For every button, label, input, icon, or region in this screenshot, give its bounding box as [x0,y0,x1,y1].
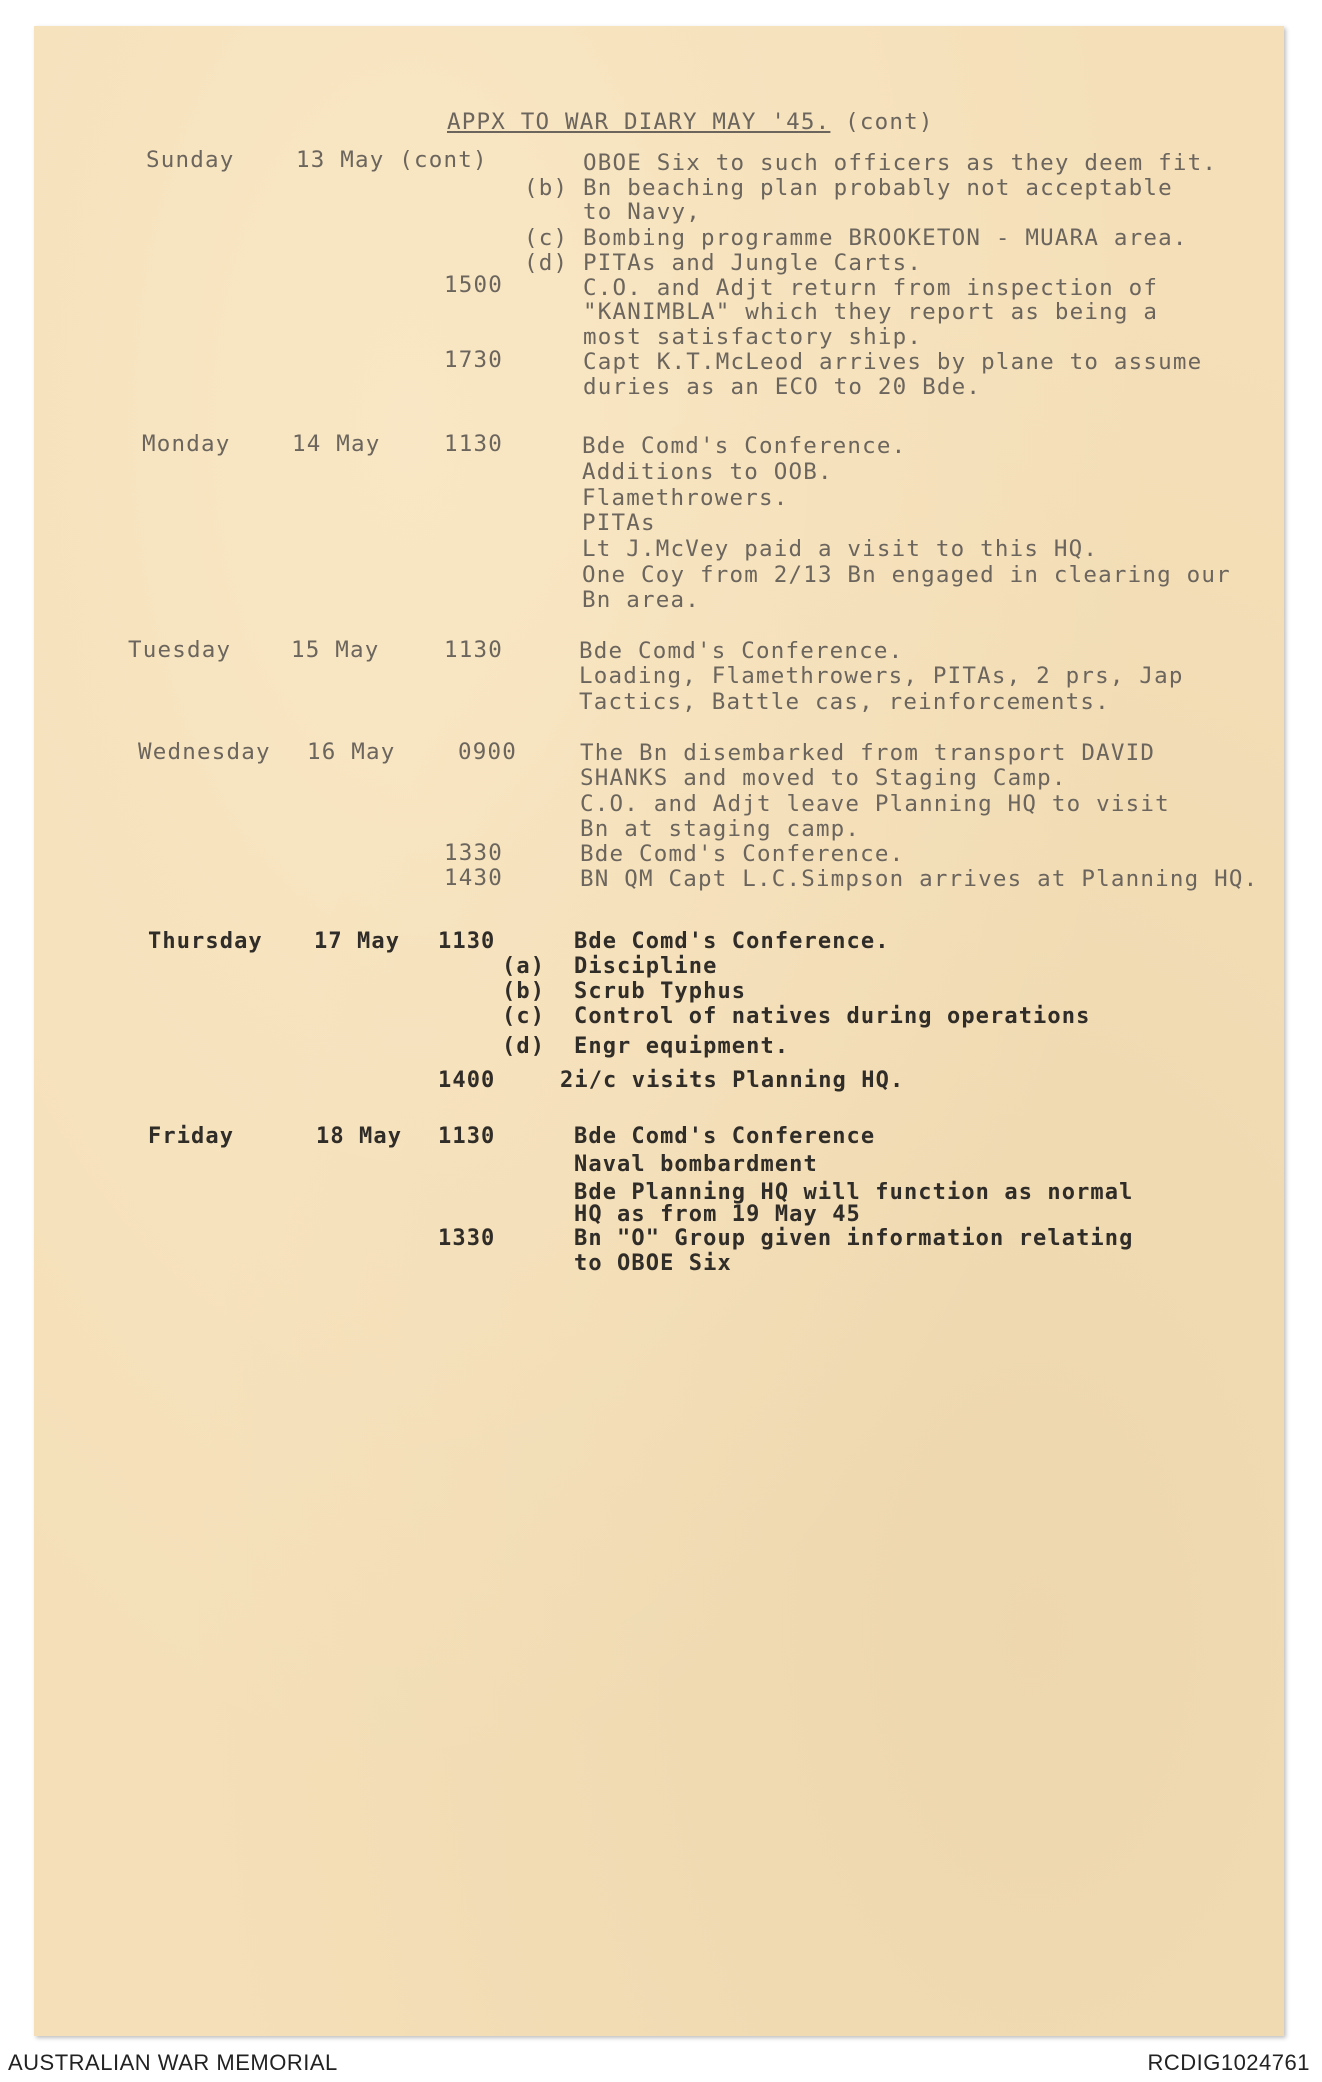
entry-text: Tactics, Battle cas, reinforcements. [579,689,1110,715]
item-marker: (c) [524,225,569,251]
time-label: 1330 [438,1226,496,1251]
entry-text: SHANKS and moved to Staging Camp. [580,765,1067,791]
time-label: 1430 [444,865,503,891]
item-marker: (d) [502,1034,546,1059]
date-label: 17 May [314,929,401,954]
entry-text: Bde Comd's Conference. [574,929,890,954]
entry-text: Control of natives during operations [574,1004,1091,1029]
entry-text: Bde Planning HQ will function as normal [574,1180,1134,1205]
time-label: 1130 [438,1124,496,1149]
entry-text: Bn "O" Group given information relating [574,1226,1134,1251]
date-label: 16 May [307,739,396,765]
entry-text: Bombing programme BROOKETON - MUARA area. [583,225,1188,251]
date-label: 13 May (cont) [296,147,488,173]
item-marker: (d) [524,250,569,276]
day-label: Wednesday [138,739,271,765]
entry-text: PITAs and Jungle Carts. [583,250,923,276]
time-label: 1730 [444,347,503,373]
entry-text: Bn area. [582,587,700,613]
date-label: 15 May [291,637,380,663]
time-label: 0900 [458,739,517,765]
footer-id: RCDIG1024761 [1147,2050,1310,2075]
entry-text: Loading, Flamethrowers, PITAs, 2 prs, Jap [579,663,1184,689]
entry-text: Naval bombardment [574,1152,818,1177]
time-label: 1130 [438,929,496,954]
document-title: APPX TO WAR DIARY MAY '45. (cont) [447,109,934,135]
entry-text: 2i/c visits Planning HQ. [560,1068,905,1093]
entry-text: Bn beaching plan probably not acceptable [583,175,1173,201]
day-label: Friday [148,1124,235,1149]
time-label: 1130 [444,637,503,663]
day-label: Monday [142,431,231,457]
item-marker: (a) [502,954,546,979]
entry-text: Bde Comd's Conference. [580,841,905,867]
entry-text: HQ as from 19 May 45 [574,1202,861,1227]
document-page [34,26,1284,2036]
time-label: 1400 [438,1068,496,1093]
entry-text: Bde Comd's Conference [574,1124,876,1149]
time-label: 1500 [444,272,503,298]
entry-text: Lt J.McVey paid a visit to this HQ. [582,536,1099,562]
entry-text: OBOE Six to such officers as they deem fit. [583,150,1218,176]
entry-text: PITAs [582,510,656,536]
time-label: 1130 [444,431,503,457]
date-label: 18 May [316,1124,403,1149]
entry-text: Bn at staging camp. [580,816,861,842]
entry-text: C.O. and Adjt leave Planning HQ to visit [580,791,1170,817]
day-label: Thursday [148,929,263,954]
entry-text: to OBOE Six [574,1251,732,1276]
footer-source: AUSTRALIAN WAR MEMORIAL [8,2050,338,2075]
entry-text: to Navy, [583,199,701,225]
entry-text: Flamethrowers. [582,485,789,511]
date-label: 14 May [292,431,381,457]
entry-text: Bde Comd's Conference. [579,638,904,664]
entry-text: C.O. and Adjt return from inspection of [583,275,1159,301]
day-label: Sunday [146,147,235,173]
item-marker: (b) [524,175,569,201]
entry-text: most satisfactory ship. [583,324,923,350]
entry-text: Engr equipment. [574,1034,790,1059]
item-marker: (c) [502,1004,546,1029]
entry-text: Discipline [574,954,718,979]
entry-text: duries as an ECO to 20 Bde. [583,374,982,400]
time-label: 1330 [444,840,503,866]
entry-text: Additions to OOB. [582,459,833,485]
item-marker: (b) [502,979,546,1004]
day-label: Tuesday [128,637,232,663]
entry-text: One Coy from 2/13 Bn engaged in clearing our [582,562,1231,588]
entry-text: Capt K.T.McLeod arrives by plane to assume [583,349,1203,375]
entry-text: "KANIMBLA" which they report as being a [583,299,1159,325]
entry-text: BN QM Capt L.C.Simpson arrives at Planning HQ. [580,866,1259,892]
entry-text: The Bn disembarked from transport DAVID [580,740,1156,766]
entry-text: Scrub Typhus [574,979,747,1004]
entry-text: Bde Comd's Conference. [582,433,907,459]
